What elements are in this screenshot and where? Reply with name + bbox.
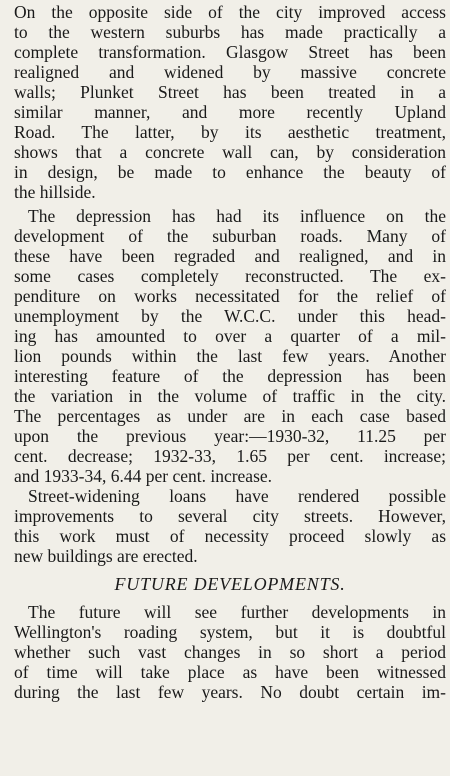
section-heading: FUTURE DEVELOPMENTS. — [114, 574, 346, 594]
text-line: Street-widening loans have rendered possible — [28, 486, 446, 506]
text-line: development of the suburban roads. Many of — [14, 226, 446, 246]
text-line: unemployment by the W.C.C. under this head- — [14, 306, 446, 326]
text-line: shows that a concrete wall can, by consideration — [14, 142, 446, 162]
paragraph-street-widening — [14, 486, 446, 566]
text-line: complete transformation. Glasgow Street has been — [14, 42, 446, 62]
text-line: Wellington's roading system, but it is doubtful — [14, 622, 446, 642]
text-line: interesting feature of the depression has been — [14, 366, 446, 386]
text-line: the hillside. — [14, 182, 96, 202]
text-line: in design, be made to enhance the beauty of — [14, 162, 446, 182]
text-line: this work must of necessity proceed slowly as — [14, 526, 446, 546]
text-line: these have been regraded and realigned, and in — [14, 246, 446, 266]
text-line: improvements to several city streets. However, — [14, 506, 446, 526]
text-line: Road. The latter, by its aesthetic treatment, — [14, 122, 446, 142]
text-line: whether such vast changes in so short a period — [14, 642, 446, 662]
text-line: On the opposite side of the city improved access — [14, 2, 446, 22]
text-line: walls; Plunket Street has been treated in a — [14, 82, 446, 102]
paragraph-future — [14, 602, 446, 702]
article-column — [14, 2, 446, 702]
text-line: of time will take place as have been witnessed — [14, 662, 446, 682]
text-line: during the last few years. No doubt certain im- — [14, 682, 446, 702]
text-line: penditure on works necessitated for the relief of — [14, 286, 446, 306]
text-line: The future will see further developments in — [28, 602, 446, 622]
text-line: cent. decrease; 1932-33, 1.65 per cent. increase; — [14, 446, 446, 466]
text-line: similar manner, and more recently Upland — [14, 102, 446, 122]
text-line: ing has amounted to over a quarter of a mil- — [14, 326, 446, 346]
text-line: new buildings are erected. — [14, 546, 198, 566]
paragraph-western-suburbs — [14, 2, 446, 202]
text-line: The percentages as under are in each case based — [14, 406, 446, 426]
text-line: and 1933-34, 6.44 per cent. increase. — [14, 466, 273, 486]
text-line: lion pounds within the last few years. Another — [14, 346, 446, 366]
text-line: some cases completely reconstructed. The ex- — [14, 266, 446, 286]
text-line: The depression has had its influence on the — [28, 206, 446, 226]
text-line: realigned and widened by massive concrete — [14, 62, 446, 82]
paragraph-depression — [14, 206, 446, 486]
text-line: upon the previous year:—1930-32, 11.25 per — [14, 426, 446, 446]
text-line: the variation in the volume of traffic in the city. — [14, 386, 446, 406]
text-line: to the western suburbs has made practically a — [14, 22, 446, 42]
